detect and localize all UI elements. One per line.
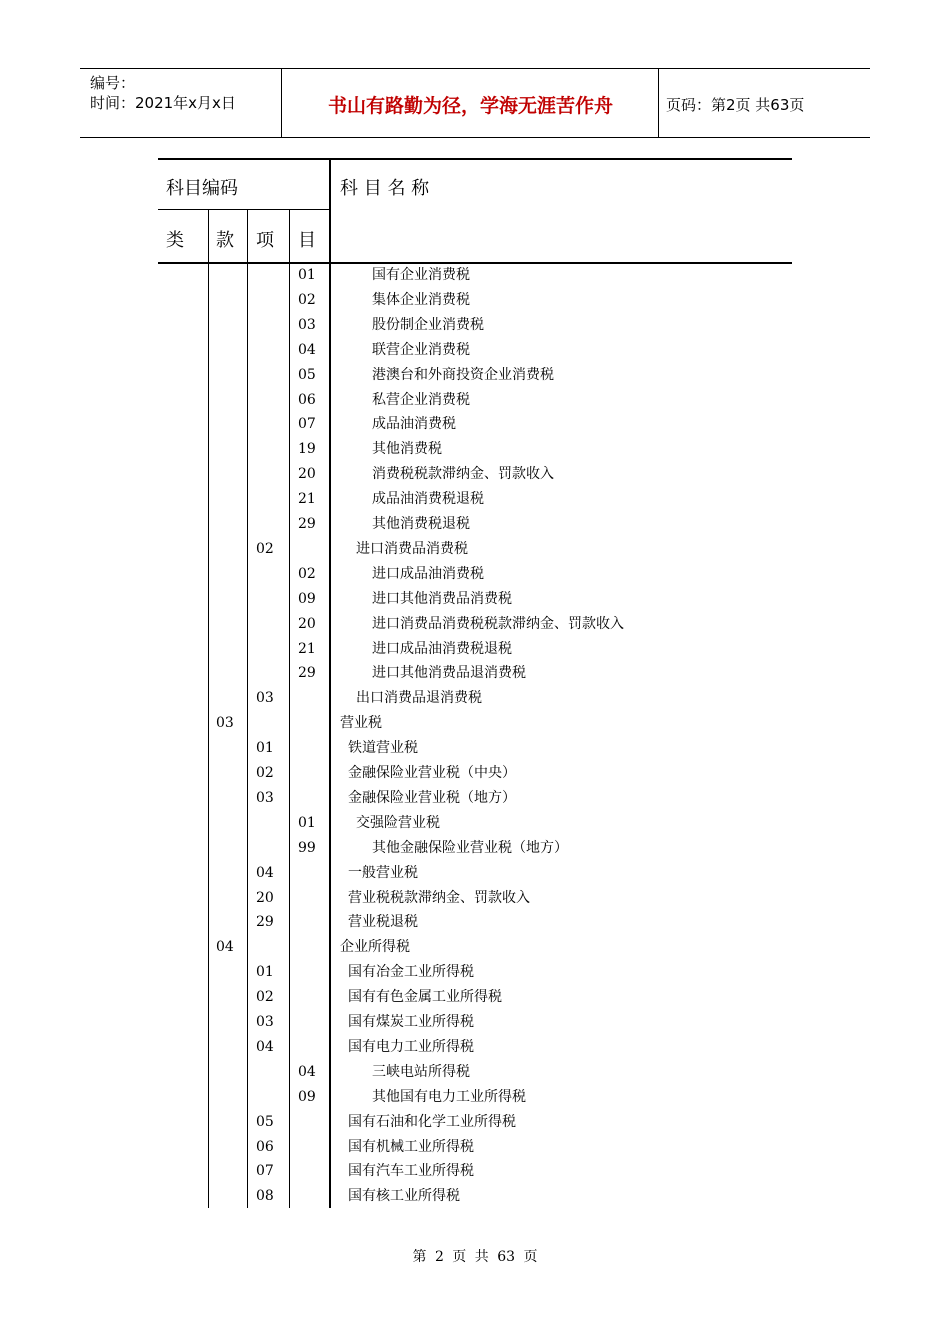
subject-name: 国有电力工业所得税 <box>348 1038 474 1055</box>
subject-name: 国有汽车工业所得税 <box>348 1163 474 1180</box>
kuan-code: 04 <box>216 939 234 956</box>
mu-code: 20 <box>298 466 316 483</box>
mu-code: 07 <box>298 416 316 433</box>
mu-code: 01 <box>298 267 316 283</box>
mu-code: 06 <box>298 391 316 408</box>
subject-name: 进口消费品消费税税款滞纳金、罚款收入 <box>372 615 624 632</box>
subject-name: 私营企业消费税 <box>372 391 470 408</box>
page-header <box>80 68 870 138</box>
table-row <box>158 1184 792 1209</box>
mu-code: 01 <box>298 814 316 831</box>
subject-name: 港澳台和外商投资企业消费税 <box>372 366 554 383</box>
xiang-code: 29 <box>256 914 274 931</box>
xiang-code: 04 <box>256 864 274 881</box>
table-row <box>158 313 792 338</box>
mu-code: 21 <box>298 640 316 657</box>
time-label: 时间：2021年x月x日 <box>90 94 236 112</box>
subject-name: 交强险营业税 <box>356 814 440 831</box>
table-row <box>158 1010 792 1035</box>
table-row <box>158 910 792 935</box>
table-row <box>158 437 792 462</box>
table-row <box>158 811 792 836</box>
xiang-code: 02 <box>256 540 274 557</box>
subject-name: 联营企业消费税 <box>372 341 470 358</box>
table-row <box>158 587 792 612</box>
mu-code: 29 <box>298 516 316 532</box>
subject-name: 营业税税款滞纳金、罚款收入 <box>348 889 530 906</box>
table-row <box>158 736 792 761</box>
table-row <box>158 537 792 562</box>
header-lei: 类 <box>166 230 184 251</box>
table-row <box>158 1159 792 1184</box>
mu-code: 04 <box>298 341 316 358</box>
table-row <box>158 338 792 363</box>
table-row <box>158 288 792 313</box>
mu-code: 29 <box>298 665 316 682</box>
mu-code: 19 <box>298 441 316 458</box>
subject-name: 出口消费品退消费税 <box>356 690 482 707</box>
subject-name: 成品油消费税 <box>372 416 456 433</box>
table-row <box>158 886 792 911</box>
subject-name: 其他金融保险业营业税（地方） <box>372 839 568 856</box>
table-row <box>158 263 792 288</box>
subject-name: 营业税 <box>340 715 382 732</box>
table-row <box>158 935 792 960</box>
subject-name: 集体企业消费税 <box>372 291 470 308</box>
subject-name: 金融保险业营业税（地方） <box>348 789 516 806</box>
subject-name: 国有煤炭工业所得税 <box>348 1014 474 1030</box>
code-header: 科目编码 <box>166 178 238 199</box>
subject-name: 国有有色金属工业所得税 <box>348 989 502 1006</box>
table-row <box>158 711 792 736</box>
subject-name: 国有机械工业所得税 <box>348 1138 474 1155</box>
header-motto: 书山有路勤为径，学海无涯苦作舟 <box>327 95 613 117</box>
table-row <box>158 686 792 711</box>
table-top-rule <box>158 158 792 160</box>
xiang-code: 02 <box>256 989 274 1006</box>
xiang-code: 01 <box>256 740 274 757</box>
mu-code: 20 <box>298 615 316 632</box>
table-row <box>158 761 792 786</box>
xiang-code: 06 <box>256 1138 274 1155</box>
subject-name: 进口成品油消费税退税 <box>372 640 512 657</box>
subject-name: 其他国有电力工业所得税 <box>372 1088 526 1105</box>
xiang-code: 04 <box>256 1038 274 1055</box>
table-row <box>158 661 792 686</box>
header-mid-rule <box>158 209 330 210</box>
subject-name: 股份制企业消费税 <box>372 316 484 333</box>
header-xiang: 项 <box>256 230 274 251</box>
xiang-code: 05 <box>256 1113 274 1130</box>
mu-code: 99 <box>298 839 316 856</box>
subject-name: 成品油消费税退税 <box>372 491 484 508</box>
subject-name: 国有核工业所得税 <box>348 1188 460 1205</box>
mu-code: 02 <box>298 291 316 308</box>
header-meta <box>90 73 236 113</box>
kuan-code: 03 <box>216 715 234 732</box>
table-row <box>158 960 792 985</box>
mu-code: 21 <box>298 491 316 508</box>
xiang-code: 08 <box>256 1188 274 1205</box>
subject-name: 进口其他消费品退消费税 <box>372 665 526 682</box>
xiang-code: 01 <box>256 964 274 981</box>
table-row <box>158 612 792 637</box>
header-mu: 目 <box>298 230 316 251</box>
xiang-code: 07 <box>256 1163 274 1180</box>
subject-name: 进口消费品消费税 <box>356 540 468 557</box>
name-header: 科 目 名 称 <box>340 178 430 199</box>
subject-name: 一般营业税 <box>348 864 418 881</box>
subject-name: 金融保险业营业税（中央） <box>348 765 516 781</box>
mu-code: 02 <box>298 565 316 582</box>
table-row <box>158 1085 792 1110</box>
number-label: 编号： <box>90 74 136 92</box>
table-row <box>158 363 792 388</box>
subject-name: 三峡电站所得税 <box>372 1063 470 1080</box>
table-row <box>158 1035 792 1060</box>
subject-name: 消费税税款滞纳金、罚款收入 <box>372 466 554 483</box>
subject-table <box>158 158 792 1208</box>
mu-code: 04 <box>298 1063 316 1080</box>
mu-code: 09 <box>298 590 316 607</box>
subject-name: 国有石油和化学工业所得税 <box>348 1113 516 1130</box>
xiang-code: 02 <box>256 765 274 781</box>
subject-name: 国有企业消费税 <box>372 267 470 283</box>
mu-code: 03 <box>298 316 316 333</box>
subject-name: 其他消费税退税 <box>372 516 470 532</box>
header-kuan: 款 <box>216 230 234 251</box>
table-row <box>158 487 792 512</box>
table-row <box>158 1060 792 1085</box>
table-row <box>158 388 792 413</box>
table-row <box>158 836 792 861</box>
mu-code: 09 <box>298 1088 316 1105</box>
xiang-code: 20 <box>256 889 274 906</box>
mu-code: 05 <box>298 366 316 383</box>
subject-name: 进口其他消费品消费税 <box>372 590 512 607</box>
table-row <box>158 512 792 537</box>
table-row <box>158 412 792 437</box>
table-row <box>158 786 792 811</box>
subject-name: 企业所得税 <box>340 939 410 956</box>
table-row <box>158 861 792 886</box>
subject-name: 营业税退税 <box>348 914 418 931</box>
xiang-code: 03 <box>256 690 274 707</box>
page-footer: 第 2 页 共 63 页 <box>412 1249 538 1265</box>
table-row <box>158 637 792 662</box>
header-page-label: 页码：第2页 共63页 <box>666 96 805 114</box>
table-row <box>158 985 792 1010</box>
subject-name: 国有冶金工业所得税 <box>348 964 474 981</box>
table-row <box>158 1135 792 1160</box>
xiang-code: 03 <box>256 789 274 806</box>
subject-name: 其他消费税 <box>372 441 442 458</box>
subject-name: 进口成品油消费税 <box>372 565 484 582</box>
table-row <box>158 462 792 487</box>
header-divider <box>658 69 659 137</box>
table-row <box>158 562 792 587</box>
xiang-code: 03 <box>256 1014 274 1030</box>
subject-name: 铁道营业税 <box>348 740 418 757</box>
table-row <box>158 1110 792 1135</box>
